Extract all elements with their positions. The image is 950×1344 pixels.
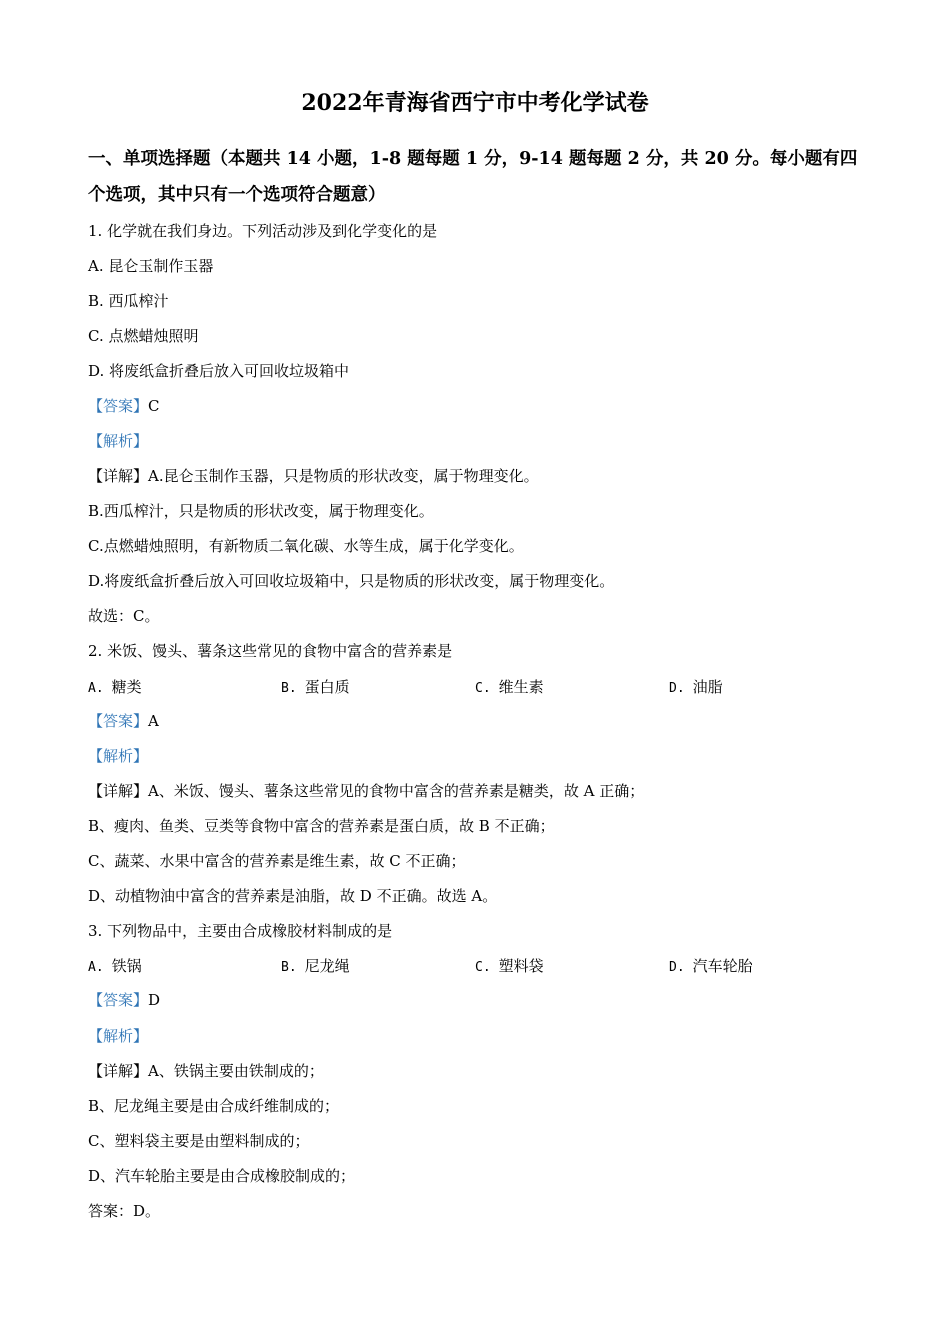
q3-detail-2: B、尼龙绳主要是由合成纤维制成的； [88,1097,340,1115]
q2-answer-value: A [148,712,159,730]
q1-detail-text: A.昆仑玉制作玉器，只是物质的形状改变，属于物理变化。 [148,467,539,485]
q3-option-d [669,956,753,978]
q2-detail-text: A、米饭、馒头、薯条这些常见的食物中富含的营养素是糖类，故 A 正确； [148,782,645,800]
q3-detail-3: C、塑料袋主要是由塑料制成的； [88,1132,310,1150]
option-key: A. [88,681,104,696]
option-text: 尼龙绳 [304,957,350,975]
option-text: 蛋白质 [304,678,350,696]
q3-conclusion: 答案：D。 [88,1202,161,1220]
q1-detail-4: D.将废纸盒折叠后放入可回收垃圾箱中，只是物质的形状改变，属于物理变化。 [88,572,615,590]
q3-option-a [88,956,142,978]
option-text: 铁锅 [111,957,142,975]
q2-detail-3: C、蔬菜、水果中富含的营养素是维生素，故 C 不正确； [88,852,466,870]
answer-label: 【答案】 [88,397,149,415]
q1-option-a: A. 昆仑玉制作玉器 [88,257,214,275]
detail-label: 【详解】 [88,782,149,800]
q3-detail-4: D、汽车轮胎主要是由合成橡胶制成的； [88,1167,356,1185]
option-text: 糖类 [111,678,142,696]
section-heading-line1: 一、单项选择题（本题共 14 小题，1-8 题每题 1 分，9-14 题每题 2 分，共 20 分。每小题有四 [88,149,858,169]
q3-stem: 3. 下列物品中，主要由合成橡胶材料制成的是 [88,922,393,940]
q1-detail-2: B.西瓜榨汁，只是物质的形状改变，属于物理变化。 [88,502,434,520]
answer-label: 【答案】 [88,712,149,730]
q1-analysis-label: 【解析】 [88,432,149,450]
q3-detail-1 [88,1061,324,1081]
q3-detail-text: A、铁锅主要由铁制成的； [148,1062,324,1080]
option-text: 油脂 [692,678,723,696]
q3-option-c [475,956,544,978]
q1-stem: 1. 化学就在我们身边。下列活动涉及到化学变化的是 [88,222,438,240]
q1-option-d: D. 将废纸盒折叠后放入可回收垃圾箱中 [88,362,350,380]
page-title: 2022年青海省西宁市中考化学试卷 [301,90,649,116]
q2-stem: 2. 米饭、馒头、薯条这些常见的食物中富含的营养素是 [88,642,453,660]
option-key: B. [281,681,297,696]
q1-conclusion: 故选：C。 [88,607,160,625]
q2-detail-2: B、瘦肉、鱼类、豆类等食物中富含的营养素是蛋白质，故 B 不正确； [88,817,555,835]
q1-detail-3: C.点燃蜡烛照明，有新物质二氧化碳、水等生成，属于化学变化。 [88,537,524,555]
q1-option-b: B. 西瓜榨汁 [88,292,169,310]
option-text: 维生素 [498,678,544,696]
q1-answer-value: C [148,397,160,415]
q3-answer-value: D [148,991,161,1009]
section-heading-line2: 个选项，其中只有一个选项符合题意） [88,185,386,205]
q3-option-b [281,956,350,978]
q3-analysis-label: 【解析】 [88,1027,149,1045]
q2-answer [88,711,159,731]
q2-option-d [669,677,723,699]
option-text: 塑料袋 [498,957,544,975]
q1-answer [88,396,160,416]
q2-option-a [88,677,142,699]
detail-label: 【详解】 [88,1062,149,1080]
q2-analysis-label: 【解析】 [88,747,149,765]
option-key: C. [475,960,491,975]
q2-option-c [475,677,544,699]
q1-detail-1 [88,466,539,486]
q2-detail-4: D、动植物油中富含的营养素是油脂，故 D 不正确。故选 A。 [88,887,498,905]
option-key: D. [669,681,685,696]
option-key: D. [669,960,685,975]
detail-label: 【详解】 [88,467,149,485]
q2-detail-1 [88,781,644,801]
option-key: A. [88,960,104,975]
answer-label: 【答案】 [88,991,149,1009]
q1-option-c: C. 点燃蜡烛照明 [88,327,199,345]
option-key: B. [281,960,297,975]
option-text: 汽车轮胎 [692,957,753,975]
option-key: C. [475,681,491,696]
q3-answer [88,990,160,1010]
q2-option-b [281,677,350,699]
